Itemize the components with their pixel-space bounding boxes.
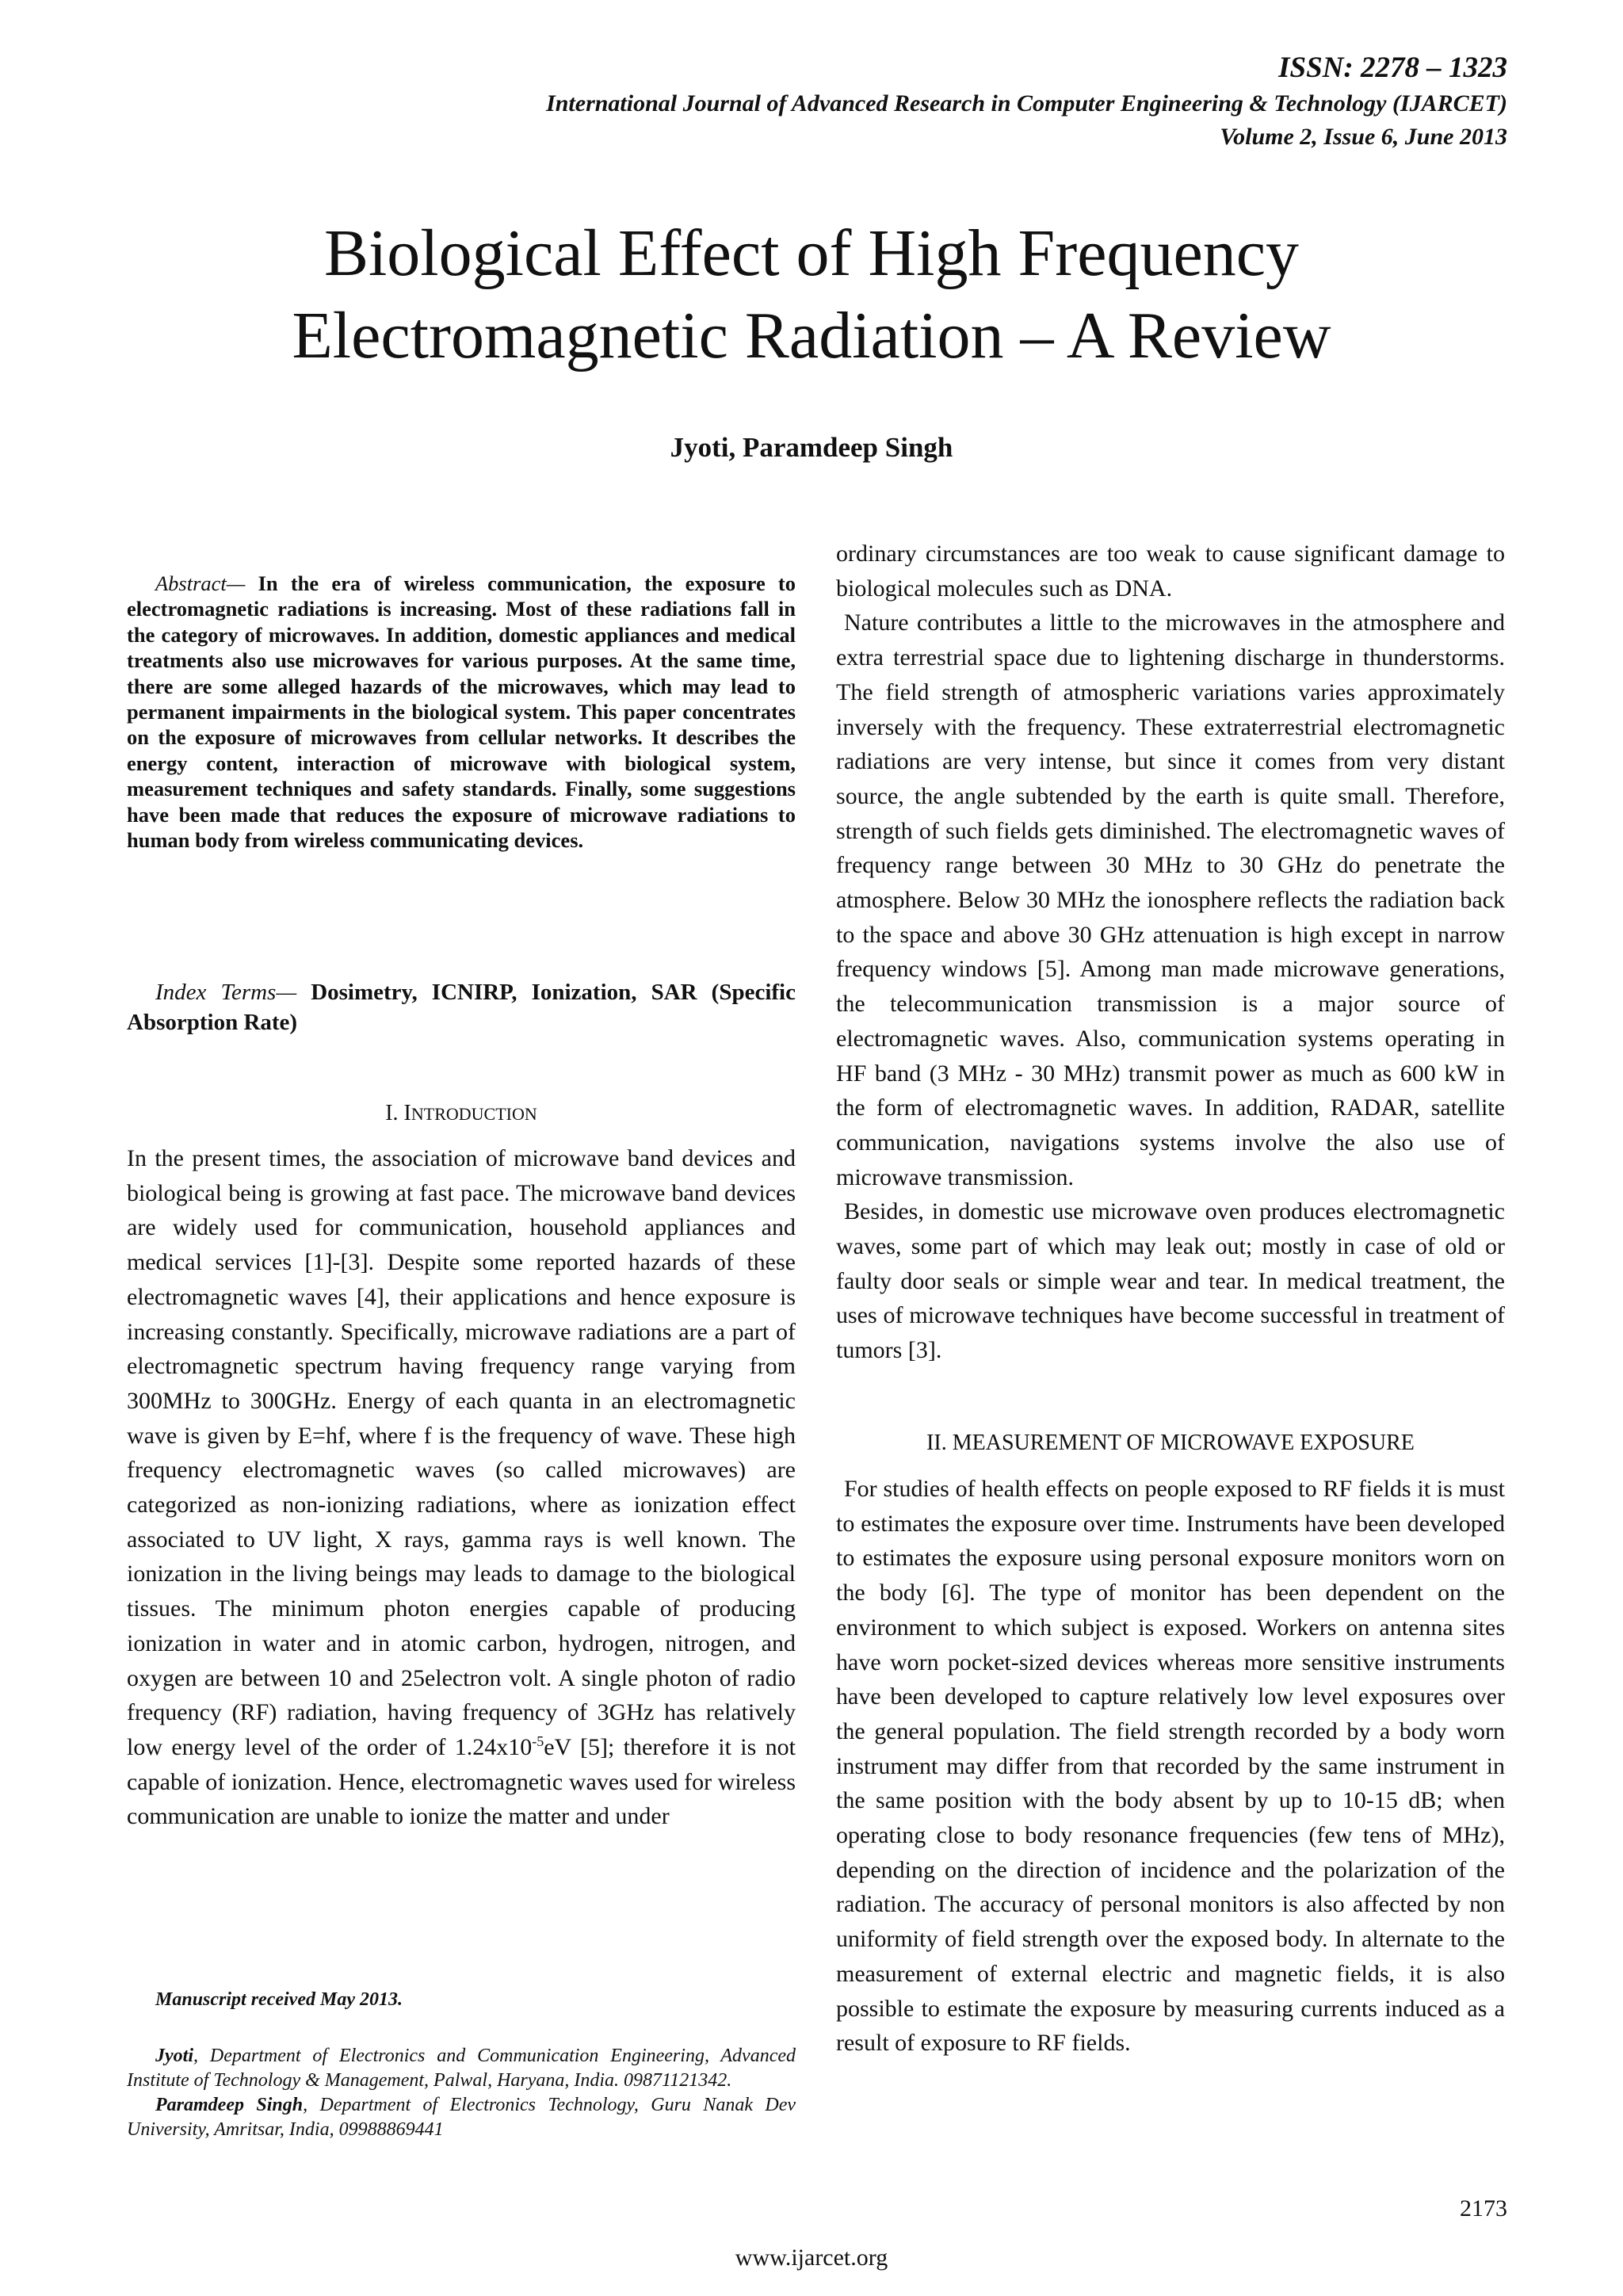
right-paragraph-3: Besides, in domestic use microwave oven produces electromagnetic waves, some part of which may leak out; mostly in case of old or faulty door seals or simple wear and tear. In medical treatment, the uses of microwave techniques have become successful in treatment of tumors [3]. (836, 1198, 1505, 1364)
index-terms-text: Dosimetry, ICNIRP, Ionization, SAR (Specific Absorption Rate) (127, 980, 796, 1035)
intro-text-part-2: eV [5]; therefore it is not capable of ionization. Hence, electromagnetic waves used for wireless communication are unable to ionize the matter and under (127, 1733, 796, 1830)
journal-header (546, 49, 1507, 154)
paper-title (0, 212, 1623, 377)
website-footer: www.ijarcet.org (735, 2244, 888, 2271)
section-2-heading: II. MEASUREMENT OF MICROWAVE EXPOSURE (926, 1431, 1415, 1455)
journal-name: International Journal of Advanced Research in Computer Engineering & Technology (IJARCET) (546, 90, 1507, 117)
author-1-name: Jyoti (155, 2046, 193, 2066)
title-line-2: Electromagnetic Radiation – A Review (292, 299, 1331, 372)
index-terms (127, 977, 796, 1037)
author-1-details: , Department of Electronics and Communication Engineering, Advanced Institute of Technology & Management, Palwal, Haryana, India. 09871121342. (127, 2046, 796, 2091)
index-terms-label: Index Terms— (155, 980, 297, 1005)
author-1-affiliation (127, 2044, 796, 2093)
footnotes (127, 1988, 796, 2142)
intro-superscript: -5 (532, 1733, 544, 1749)
abstract-text: In the era of wireless communication, the exposure to electromagnetic radiations is increasing. Most of these radiations fall in the category of microwaves. In addition, domestic appliances and medical treatments also use microwaves for various purposes. At the same time, there are some alleged hazards of the microwaves, which may lead to permanent impairments in the biological system. This paper concentrates on the exposure of microwaves from cellular networks. It describes the energy content, interaction of microwave with biological system, measurement techniques and safety standards. Finally, some suggestions have been made that reduces the exposure of microwave radiations to human body from wireless communicating devices. (127, 571, 796, 853)
authors: Jyoti, Paramdeep Singh (670, 432, 953, 463)
abstract (127, 571, 796, 853)
measurement-paragraph: For studies of health effects on people exposed to RF fields it is must to estimates the exposure over time. Instruments have been developed to estimates the exposure using personal exposure monitors worn on the body [6]. The type of monitor has been dependent on the environment to which subject is exposed. Workers on antenna sites have worn pocket-sized devices whereas more sensitive instruments have been developed to capture relatively low level exposures over the general population. The field strength recorded by a body worn instrument may differ from that recorded by the same instrument in the same position with the body absent by up to 10-15 dB; when operating close to body resonance frequencies (few tens of MHz), depending on the direction of incidence and the polarization of the radiation. The accuracy of personal monitors is also affected by non uniformity of field strength over the exposed body. In alternate to the measurement of external electric and magnetic fields, it is also possible to estimate the exposure by measuring currents induced as a result of exposure to RF fields. (836, 1476, 1505, 2057)
measurement-text (836, 1472, 1505, 2061)
section-1-title-initial: I (403, 1101, 411, 1125)
author-2-details: , Department of Electronics Technology, Guru Nanak Dev University, Amritsar, India, 09988869441 (127, 2095, 796, 2140)
section-1-title-rest: NTRODUCTION (411, 1104, 537, 1124)
section-1-number: I. (385, 1101, 404, 1125)
issn: ISSN: 2278 – 1323 (1278, 52, 1507, 84)
right-paragraph-2: Nature contributes a little to the microwaves in the atmosphere and extra terrestrial space due to lightening discharge in thunderstorms. The field strength of atmospheric variations varies approximately inversely with the frequency. These extraterrestrial electromagnetic radiations are very intense, but since it comes from very distant source, the angle subtended by the earth is quite small. Therefore, strength of such fields gets diminished. The electromagnetic waves of frequency range between 30 MHz to 30 GHz do penetrate the atmosphere. Below 30 MHz the ionosphere reflects the radiation back to the space and above 30 GHz attenuation is high except in narrow frequency windows [5]. Among man made microwave generations, the telecommunication transmission is a major source of electromagnetic waves. Also, communication systems operating in HF band (3 MHz - 30 MHz) transmit power as much as 600 kW in the form of electromagnetic waves. In addition, RADAR, satellite communication, navigations systems involve the also use of microwave transmission. (836, 609, 1505, 1190)
author-2-affiliation (127, 2093, 796, 2142)
introduction-text (127, 1141, 796, 1834)
abstract-label: Abstract— (155, 571, 246, 595)
intro-text-part-1: In the present times, the association of microwave band devices and biological being is growing at fast pace. The microwave band devices are widely used for communication, household appliances and medical services [1]-[3]. Despite some reported hazards of these electromagnetic waves [4], their applications and hence exposure is increasing constantly. Specifically, microwave radiations are a part of electromagnetic spectrum having frequency range varying from 300MHz to 300GHz. Energy of each quanta in an electromagnetic wave is given by E=hf, where f is the frequency of wave. These high frequency electromagnetic waves (so called microwaves) are categorized as non-ionizing radiations, where as ionization effect associated to UV light, X rays, gamma rays is well known. The ionization in the living beings may leads to damage to the biological tissues. The minimum photon energies capable of producing ionization in water and in atomic carbon, hydrogen, nitrogen, and oxygen are between 10 and 25electron volt. A single photon of radio frequency (RF) radiation, having frequency of 3GHz has relatively low energy level of the order of 1.24x10 (127, 1145, 796, 1760)
right-column-text (836, 537, 1505, 1368)
manuscript-received: Manuscript received May 2013. (155, 1989, 403, 2010)
volume-issue: Volume 2, Issue 6, June 2013 (1220, 124, 1507, 150)
right-paragraph-1: ordinary circumstances are too weak to cause significant damage to biological molecules such as DNA. (836, 541, 1505, 602)
page-number: 2173 (1460, 2195, 1507, 2222)
author-2-name: Paramdeep Singh (155, 2095, 304, 2115)
section-1-heading (127, 1099, 796, 1129)
title-line-1: Biological Effect of High Frequency (323, 216, 1300, 290)
